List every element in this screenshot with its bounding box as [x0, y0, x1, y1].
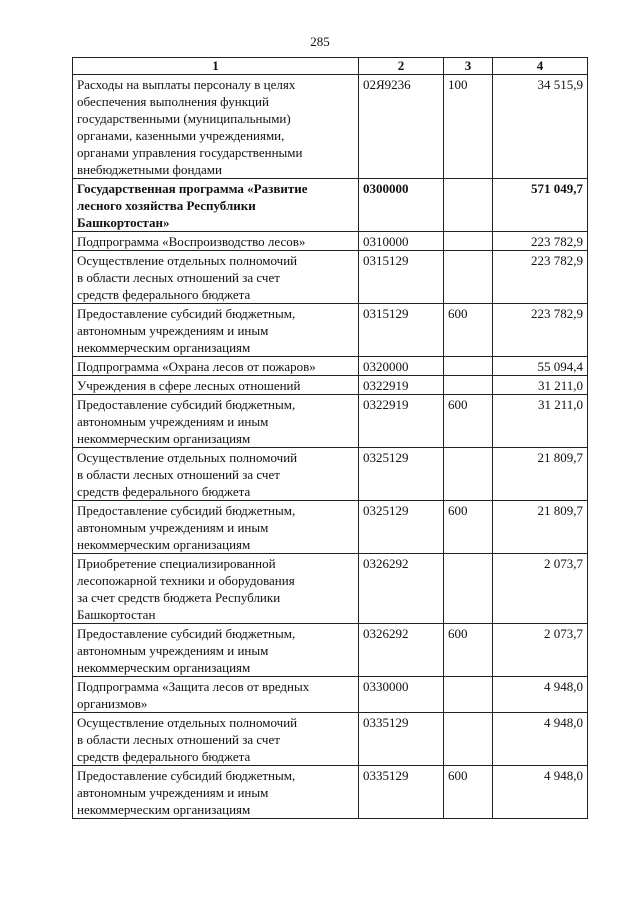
row-name-line: некоммерческим организациям	[77, 660, 251, 675]
row-name-line: в области лесных отношений за счет	[77, 732, 280, 747]
row-type	[444, 251, 493, 304]
row-name-line: внебюджетными фондами	[77, 162, 222, 177]
row-name-line: лесного хозяйства Республики	[77, 198, 256, 213]
row-name-line: средств федерального бюджета	[77, 484, 251, 499]
row-amount: 31 211,0	[493, 376, 588, 395]
row-name-line: автономным учреждениям и иным	[77, 785, 269, 800]
row-code: 02Я9236	[359, 75, 444, 179]
row-amount: 21 809,7	[493, 501, 588, 554]
row-name-line: органами, казенными учреждениями,	[77, 128, 285, 143]
table-row	[73, 232, 588, 251]
column-header-type: 3	[444, 58, 493, 75]
row-code: 0335129	[359, 766, 444, 819]
row-amount: 223 782,9	[493, 232, 588, 251]
row-name	[73, 304, 359, 357]
row-name-line: Башкортостан»	[77, 215, 170, 230]
row-name	[73, 357, 359, 376]
row-code: 0326292	[359, 554, 444, 624]
row-name-line: автономным учреждениям и иным	[77, 414, 269, 429]
row-name-line: Государственная программа «Развитие	[77, 181, 308, 196]
row-type: 600	[444, 624, 493, 677]
row-type: 600	[444, 501, 493, 554]
table-row	[73, 554, 588, 624]
row-code: 0330000	[359, 677, 444, 713]
row-name-line: некоммерческим организациям	[77, 340, 251, 355]
row-name-line: лесопожарной техники и оборудования	[77, 573, 295, 588]
row-type	[444, 554, 493, 624]
table-row	[73, 677, 588, 713]
row-code: 0315129	[359, 304, 444, 357]
row-type: 100	[444, 75, 493, 179]
row-name-line: Предоставление субсидий бюджетным,	[77, 768, 296, 783]
row-name-line: за счет средств бюджета Республики	[77, 590, 281, 605]
row-name-line: средств федерального бюджета	[77, 287, 251, 302]
row-name	[73, 501, 359, 554]
row-type	[444, 713, 493, 766]
row-name	[73, 554, 359, 624]
row-code: 0326292	[359, 624, 444, 677]
table-row	[73, 766, 588, 819]
row-name-line: некоммерческим организациям	[77, 431, 251, 446]
table-row	[73, 395, 588, 448]
table-body	[73, 75, 588, 819]
row-amount: 21 809,7	[493, 448, 588, 501]
table-row	[73, 376, 588, 395]
row-amount: 55 094,4	[493, 357, 588, 376]
row-type	[444, 357, 493, 376]
row-amount: 2 073,7	[493, 624, 588, 677]
row-name	[73, 624, 359, 677]
header-row	[73, 58, 588, 75]
row-name-line: Осуществление отдельных полномочий	[77, 253, 298, 268]
row-name-line: в области лесных отношений за счет	[77, 467, 280, 482]
row-name	[73, 713, 359, 766]
row-code: 0300000	[359, 179, 444, 232]
row-name-line: организмов»	[77, 696, 148, 711]
table-row	[73, 179, 588, 232]
row-amount: 31 211,0	[493, 395, 588, 448]
row-amount: 4 948,0	[493, 677, 588, 713]
row-name-line: Учреждения в сфере лесных отношений	[77, 378, 301, 393]
row-code: 0310000	[359, 232, 444, 251]
row-code: 0325129	[359, 448, 444, 501]
row-type: 600	[444, 766, 493, 819]
row-name-line: автономным учреждениям и иным	[77, 323, 269, 338]
row-name-line: обеспечения выполнения функций	[77, 94, 269, 109]
row-type	[444, 376, 493, 395]
row-name-line: государственными (муниципальными)	[77, 111, 291, 126]
row-name	[73, 766, 359, 819]
row-name-line: средств федерального бюджета	[77, 749, 251, 764]
row-name	[73, 251, 359, 304]
row-name-line: некоммерческим организациям	[77, 537, 251, 552]
column-header-code: 2	[359, 58, 444, 75]
row-name	[73, 232, 359, 251]
row-type	[444, 448, 493, 501]
row-code: 0325129	[359, 501, 444, 554]
row-code: 0315129	[359, 251, 444, 304]
row-name-line: Приобретение специализированной	[77, 556, 276, 571]
column-header-amount: 4	[493, 58, 588, 75]
table-row	[73, 501, 588, 554]
row-code: 0335129	[359, 713, 444, 766]
row-amount: 571 049,7	[493, 179, 588, 232]
row-code: 0322919	[359, 395, 444, 448]
row-name-line: органами управления государственными	[77, 145, 303, 160]
row-amount: 34 515,9	[493, 75, 588, 179]
table-row	[73, 357, 588, 376]
table-row	[73, 251, 588, 304]
row-name-line: автономным учреждениям и иным	[77, 520, 269, 535]
row-type	[444, 179, 493, 232]
row-name-line: Предоставление субсидий бюджетным,	[77, 397, 296, 412]
row-name-line: в области лесных отношений за счет	[77, 270, 280, 285]
row-name-line: Предоставление субсидий бюджетным,	[77, 306, 296, 321]
page-number: 285	[310, 34, 330, 49]
row-name-line: некоммерческим организациям	[77, 802, 251, 817]
row-name	[73, 75, 359, 179]
row-name	[73, 179, 359, 232]
row-name-line: Расходы на выплаты персоналу в целях	[77, 77, 296, 92]
table-header	[73, 58, 588, 75]
table-row	[73, 75, 588, 179]
table-row	[73, 624, 588, 677]
row-name-line: Осуществление отдельных полномочий	[77, 715, 298, 730]
row-name	[73, 376, 359, 395]
table-row	[73, 713, 588, 766]
row-name	[73, 448, 359, 501]
row-name-line: Подпрограмма «Охрана лесов от пожаров»	[77, 359, 316, 374]
row-name-line: Предоставление субсидий бюджетным,	[77, 503, 296, 518]
table-row	[73, 448, 588, 501]
row-code: 0322919	[359, 376, 444, 395]
row-amount: 4 948,0	[493, 766, 588, 819]
budget-table	[72, 57, 588, 819]
row-type	[444, 232, 493, 251]
row-name	[73, 395, 359, 448]
row-name-line: Предоставление субсидий бюджетным,	[77, 626, 296, 641]
table-row	[73, 304, 588, 357]
row-type: 600	[444, 304, 493, 357]
row-type: 600	[444, 395, 493, 448]
row-amount: 2 073,7	[493, 554, 588, 624]
row-name-line: автономным учреждениям и иным	[77, 643, 269, 658]
row-amount: 223 782,9	[493, 304, 588, 357]
row-amount: 4 948,0	[493, 713, 588, 766]
row-name	[73, 677, 359, 713]
column-header-name: 1	[73, 58, 359, 75]
row-name-line: Подпрограмма «Защита лесов от вредных	[77, 679, 310, 694]
row-type	[444, 677, 493, 713]
row-name-line: Подпрограмма «Воспроизводство лесов»	[77, 234, 306, 249]
row-name-line: Башкортостан	[77, 607, 156, 622]
row-name-line: Осуществление отдельных полномочий	[77, 450, 298, 465]
row-code: 0320000	[359, 357, 444, 376]
row-amount: 223 782,9	[493, 251, 588, 304]
